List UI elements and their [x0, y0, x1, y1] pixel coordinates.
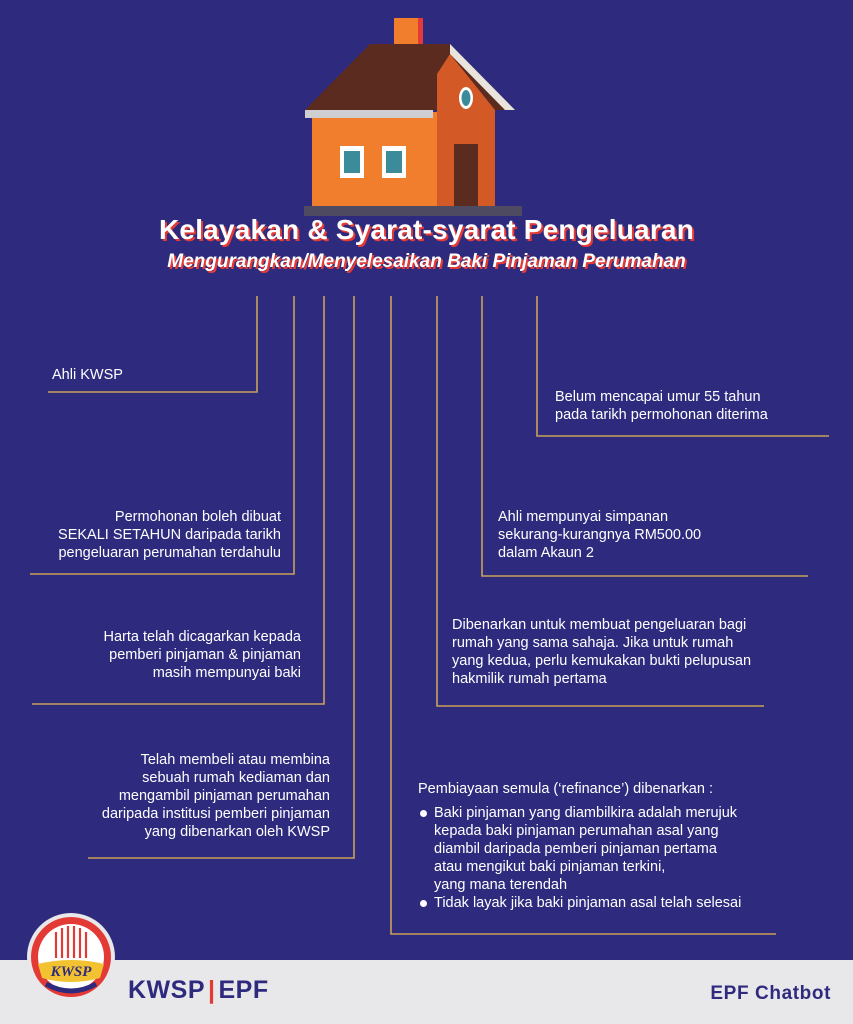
- refinance-bullet-line: Tidak layak jika baki pinjaman asal telah selesai: [434, 895, 742, 911]
- refinance-bullet-line: yang mana terendah: [434, 877, 568, 893]
- refinance-bullet-line: Baki pinjaman yang diambilkira adalah merujuk: [434, 805, 738, 821]
- criteria-purchase-line: sebuah rumah kediaman dan: [142, 770, 330, 786]
- refinance-bullet-line: diambil daripada pemberi pinjaman pertama: [434, 841, 717, 857]
- logo-text: KWSP: [50, 964, 92, 980]
- refinance-bullet-item: [418, 804, 741, 894]
- criteria-purchase-line: Telah membeli atau membina: [140, 752, 330, 768]
- criteria-savings-line: sekurang-kurangnya RM500.00: [498, 527, 702, 543]
- refinance-bullet-line: atau mengikut baki pinjaman terkini,: [434, 859, 666, 875]
- brand-wordmark: [128, 976, 269, 1005]
- criteria-frequency-line: Permohonan boleh dibuat: [114, 509, 281, 525]
- refinance-bullet-item: [418, 894, 741, 912]
- refinance-intro: Pembiayaan semula (‘refinance’) dibenarkan :: [418, 781, 713, 797]
- brand-kwsp: KWSP: [128, 976, 205, 1004]
- criteria-frequency-line: pengeluaran perumahan terdahulu: [58, 545, 281, 561]
- refinance-bullet-line: kepada baki pinjaman perumahan asal yang: [434, 823, 719, 839]
- criteria-frequency-line: SEKALI SETAHUN daripada tarikh: [58, 527, 281, 543]
- criteria-purchase-line: yang dibenarkan oleh KWSP: [144, 824, 330, 840]
- criteria-pledged-line: masih mempunyai baki: [152, 665, 301, 681]
- criteria-pledged: [104, 628, 302, 682]
- criteria-same-house-line: yang kedua, perlu kemukakan bukti pelupusan: [452, 653, 752, 669]
- criteria-age-line: pada tarikh permohonan diterima: [555, 407, 768, 423]
- criteria-member-line: Ahli KWSP: [52, 367, 123, 383]
- criteria-same-house-line: Dibenarkan untuk membuat pengeluaran bagi: [452, 617, 747, 633]
- criteria-pledged-line: Harta telah dicagarkan kepada: [103, 629, 301, 645]
- criteria-savings-line: Ahli mempunyai simpanan: [498, 509, 669, 525]
- criteria-savings: [498, 508, 701, 562]
- criteria-savings-line: dalam Akaun 2: [498, 545, 594, 561]
- criteria-same-house-line: hakmilik rumah pertama: [452, 671, 607, 687]
- criteria-purchase-line: daripada institusi pemberi pinjaman: [101, 806, 330, 822]
- page-subtitle: Mengurangkan/Menyelesaikan Baki Pinjaman Perumahan: [167, 251, 686, 272]
- brand-separator: |: [208, 976, 216, 1004]
- criteria-purchase: [102, 751, 330, 841]
- criteria-member: [52, 366, 123, 384]
- page-title: Kelayakan & Syarat-syarat Pengeluaran: [159, 214, 694, 245]
- criteria-refinance: [418, 780, 741, 912]
- criteria-pledged-line: pemberi pinjaman & pinjaman: [109, 647, 301, 663]
- kwsp-logo-icon: [26, 912, 116, 1002]
- criteria-same-house: [452, 616, 751, 688]
- criteria-purchase-line: mengambil pinjaman perumahan: [118, 788, 330, 804]
- brand-epf: EPF: [218, 976, 269, 1004]
- refinance-bullet-list: [418, 804, 741, 912]
- criteria-frequency: [58, 508, 281, 562]
- criteria-same-house-line: rumah yang sama sahaja. Jika untuk rumah: [452, 635, 734, 651]
- chatbot-label: EPF Chatbot: [710, 983, 831, 1004]
- criteria-age-line: Belum mencapai umur 55 tahun: [555, 389, 761, 405]
- criteria-age: [555, 388, 768, 424]
